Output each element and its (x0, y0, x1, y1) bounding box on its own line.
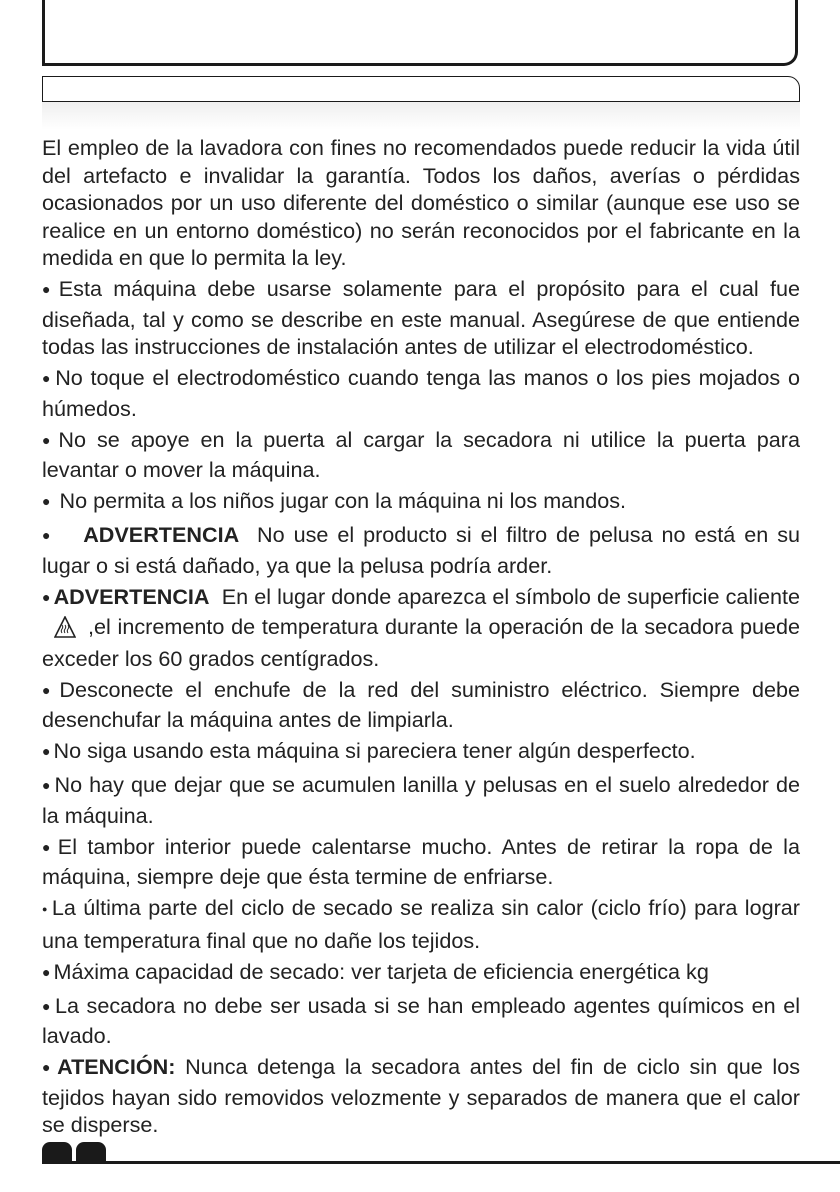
bullet-icon: ● (42, 777, 52, 793)
bullet-icon: ● (42, 281, 56, 297)
list-item: ● La última parte del ciclo de secado se realiza sin calor (ciclo frío) para lograr una temperatura final que no dañe los tejidos. (42, 895, 800, 953)
list-item: ● Desconecte el enchufe de la red del suministro eléctrico. Siempre debe desenchufar la máquina antes de limpiarla. (42, 676, 800, 732)
bullet-icon: ● (42, 527, 54, 543)
warning-label: ADVERTENCIA (83, 522, 240, 547)
bullet-icon: ● (42, 681, 57, 698)
list-item: ● ADVERTENCIA No use el producto si el filtro de pelusa no está en su lugar o si está dañado, ya que la pelusa podría arder. (42, 522, 801, 578)
warning-label: ADVERTENCIA (53, 583, 210, 609)
bullet-icon: ● (42, 588, 51, 605)
intro-paragraph: El empleo de la lavadora con fines no recomendados puede reducir la vida útil del artefacto e invalidar la garantía. Todos los daños, averías o pérdidas ocasionados por un uso diferente del doméstico o similar (aunque ese uso se realice en un entorno doméstico) no serán reconocidos por el fabricante en la medida en que lo permita la ley. (42, 135, 800, 270)
bullet-icon: ● (42, 431, 56, 448)
list-item: ● El tambor interior puede calentarse mucho. Antes de retirar la ropa de la máquina, siempre deje que ésta termine de enfriarse. (42, 833, 800, 889)
list-item: ● No permita a los niños jugar con la máquina ni los mandos. (42, 488, 627, 513)
hot-surface-warning-icon (54, 616, 76, 645)
list-item: ● Máxima capacidad de secado: ver tarjeta de eficiencia energética kg (42, 958, 709, 984)
section-header-shade (42, 102, 800, 130)
bullet-icon: ● (42, 997, 52, 1014)
safety-text (42, 134, 800, 1142)
bullet-icon: ● (42, 1059, 55, 1075)
bullet-icon: ● (42, 743, 51, 759)
bullet-icon: ● (42, 493, 51, 509)
list-item: ● ADVERTENCIA En el lugar donde aparezca el símbolo de superficie caliente,el incremento de temperatura durante la operación de la secadora puede exceder los 60 grados centígrados. (42, 583, 801, 671)
list-item: ● No hay que dejar que se acumulen lanilla y pelusas en el suelo alrededor de la máquina. (42, 772, 800, 828)
list-item: ● No siga usando esta máquina si pareciera tener algún desperfecto. (42, 738, 696, 763)
bullet-icon: ● (42, 838, 55, 855)
attention-label: ATENCIÓN: (57, 1054, 176, 1079)
bullet-icon: ● (42, 370, 53, 386)
list-item: ● ATENCIÓN: Nunca detenga la secadora antes del fin de ciclo sin que los tejidos hayan sido removidos velozmente y separados de manera que el calor se disperse. (42, 1054, 801, 1137)
bullet-icon: ● (42, 904, 49, 914)
footer-rule (42, 1161, 840, 1164)
list-item: ● No se apoye en la puerta al cargar la secadora ni utilice la puerta para levantar o mover la máquina. (42, 426, 800, 482)
list-item: ● La secadora no debe ser usada si se han empleado agentes químicos en el lavado. (42, 992, 800, 1048)
bullet-icon: ● (42, 963, 51, 980)
list-item: ● No toque el electrodoméstico cuando tenga las manos o los pies mojados o húmedos. (42, 365, 800, 421)
section-header-bar (42, 76, 800, 102)
title-box (42, 0, 798, 66)
list-item: ● Esta máquina debe usarse solamente para el propósito para el cual fue diseñada, tal y como se describe en este manual. Asegúrese de que entiende todas las instrucciones de instalación antes de utilizar el electrodoméstico. (42, 276, 800, 359)
